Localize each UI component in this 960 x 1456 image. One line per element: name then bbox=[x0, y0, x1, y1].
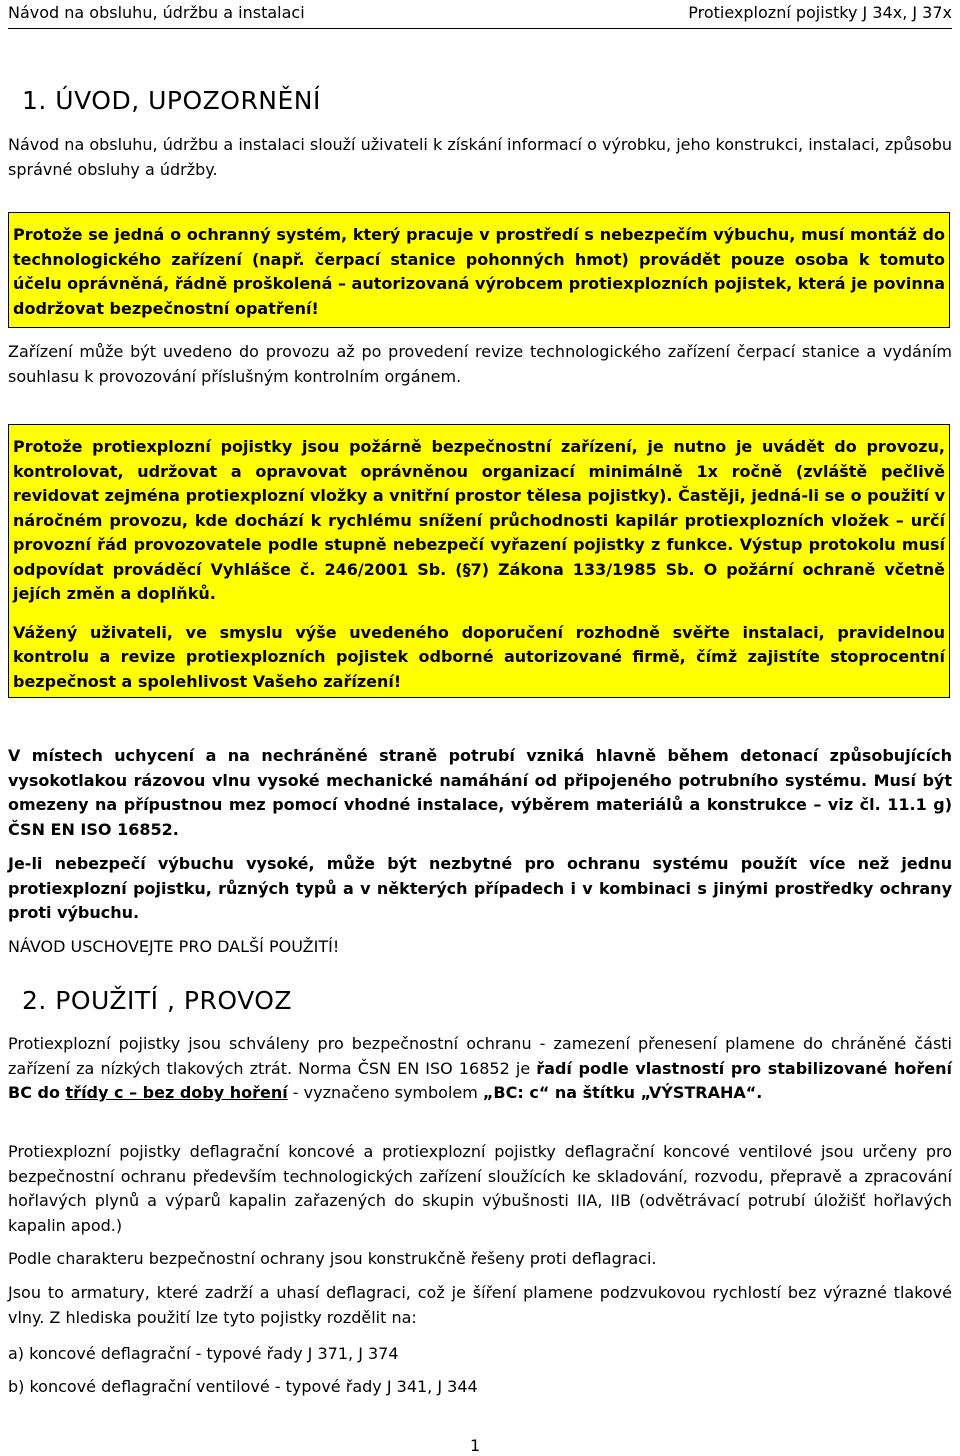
usage-approval-text-1: Protiexplozní pojistky jsou schváleny pro bezpečnostní ochranu - zamezení přenesení plamene do chráněné části zařízení za nízkých tlakových ztrát. Norma ČSN EN ISO 16852 je bbox=[8, 1034, 952, 1078]
warning-box-user-advice: Vážený uživateli, ve smyslu výše uvedeného doporučení rozhodně svěřte instalaci, pravidelnou kontrolu a revize protiexplozních pojistek odborné autorizované firmě, čímž zajistíte stoprocentní bezpečnost a spolehlivost Vašeho zařízení! bbox=[13, 622, 945, 691]
usage-approval-symbol: „BC: c“ na štítku „VÝSTRAHA“. bbox=[482, 1083, 763, 1102]
usage-approval-text-3: - vyznačeno symbolem bbox=[287, 1083, 483, 1102]
list-item-b: b) koncové deflagrační ventilové - typové řady J 341, J 344 bbox=[8, 1377, 478, 1396]
warning-box-maintenance-text: Protože protiexplozní pojistky jsou požárně bezpečnostní zařízení, je nutno je uvádět do provozu, kontrolovat, udržovat a opravovat oprávněnou organizací minimálně 1x ročně (zvláště pečlivě revidovat zejména protiexplozní vložky a vnitřní prostor tělesa pojistky). Častěji, jedná-li se o použití v náročném provozu, kde dochází k rychlému snížení průchodnosti kapilár protiexplozních vložek – určí provozní řád provozovatele podle stupně nebezpečí vyřazení pojistky z funkce. Výstup protokolu musí odpovídat prováděcí Vyhlášce č. 246/2001 Sb. (§7) Zákona 133/1985 Sb. O požární ochraně včetně jejích změn a doplňků. bbox=[13, 437, 945, 603]
multiple-arresters-paragraph: Je-li nebezpečí výbuchu vysoké, může být nezbytné pro ochranu systému použít více než jednu protiexplozní pojistku, různých typů a v některých případech i v kombinaci s jinými prostředky ochrany proti výbuchu. bbox=[8, 854, 952, 922]
purpose-paragraph: Protiexplozní pojistky deflagrační koncové a protiexplozní pojistky deflagrační koncové ventilové jsou určeny pro bezpečnostní ochranu především technologických zařízení sloužících ke skladování, rozvodu, přepravě a zpracování hořlavých plynů a výparů kapalin zařazených do skupin výbušnosti IIA, IIB (odvětrávací potrubí úložišť hořlavých kapalin apod.) bbox=[8, 1142, 952, 1235]
warning-box-installation bbox=[8, 212, 950, 328]
construction-paragraph: Podle charakteru bezpečnostní ochrany jsou konstrukčně řešeny proti deflagraci. bbox=[8, 1249, 657, 1268]
page-header bbox=[8, 0, 952, 29]
usage-approval-paragraph bbox=[8, 1032, 952, 1106]
header-left-title: Návod na obsluhu, údržbu a instalaci bbox=[8, 3, 305, 22]
intro-paragraph: Návod na obsluhu, údržbu a instalaci slouží uživateli k získání informací o výrobku, jeho konstrukci, instalaci, způsobu správné obsluhy a údržby. bbox=[8, 135, 952, 179]
usage-approval-text-2: řadí podle vlastností pro stabilizované hoření BC do bbox=[8, 1058, 952, 1102]
armature-paragraph: Jsou to armatury, které zadrží a uhasí deflagraci, což je šíření plamene podzvukovou rychlostí bez výrazné tlakové vlny. Z hlediska použití lze tyto pojistky rozdělit na: bbox=[8, 1283, 952, 1327]
section-1-heading: 1. ÚVOD, UPOZORNĚNÍ bbox=[22, 86, 321, 115]
commissioning-paragraph: Zařízení může být uvedeno do provozu až po provedení revize technologického zařízení čerpací stanice a vydáním souhlasu k provozování příslušným kontrolním orgánem. bbox=[8, 342, 952, 386]
keep-manual-notice: NÁVOD USCHOVEJTE PRO DALŠÍ POUŽITÍ! bbox=[8, 937, 340, 956]
section-2-heading: 2. POUŽITÍ , PROVOZ bbox=[22, 986, 293, 1015]
page-number: 1 bbox=[470, 1436, 481, 1455]
warning-box-installation-text: Protože se jedná o ochranný systém, který pracuje v prostředí s nebezpečím výbuchu, musí montáž do technologického zařízení (např. čerpací stanice pohonných hmot) provádět pouze osoba k tomuto účelu oprávněná, řádně proškolená – autorizovaná výrobcem protiexplozních pojistek, která je povinna dodržovat bezpečnostní opatření! bbox=[13, 225, 945, 318]
header-right-title: Protiexplozní pojistky J 34x, J 37x bbox=[688, 3, 952, 22]
list-item-a: a) koncové deflagrační - typové řady J 371, J 374 bbox=[8, 1344, 399, 1363]
usage-approval-class: třídy c – bez doby hoření bbox=[65, 1083, 288, 1102]
warning-box-maintenance bbox=[8, 424, 950, 698]
mechanical-stress-paragraph: V místech uchycení a na nechráněné straně potrubí vzniká hlavně během detonací způsobujících vysokotlakou rázovou vlnu vysoké mechanické namáhání od připojeného potrubního systému. Musí být omezeny na přípustnou mez pomocí vhodné instalace, výběrem materiálů a konstrukce – viz čl. 11.1 g) ČSN EN ISO 16852. bbox=[8, 746, 952, 839]
